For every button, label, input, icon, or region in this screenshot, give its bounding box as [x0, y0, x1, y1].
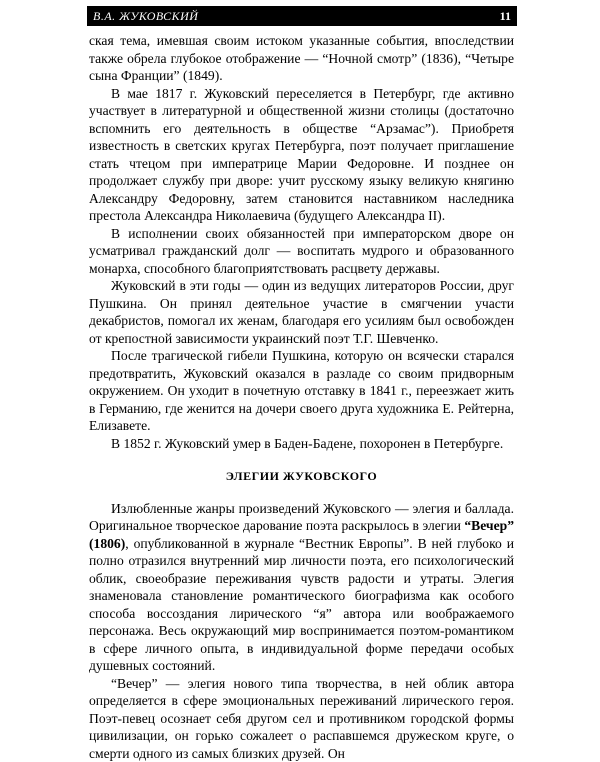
paragraph: В 1852 г. Жуковский умер в Баден-Бадене, похоронен в Петербурге.	[89, 435, 514, 453]
paragraph-text: Излюбленные жанры произведений Жуковского — элегия и баллада. Оригинальное творческое дарование поэта раскрылось в элегии	[89, 501, 514, 534]
running-header	[87, 6, 517, 26]
section-heading: ЭЛЕГИИ ЖУКОВСКОГО	[89, 468, 514, 486]
paragraph: В исполнении своих обязанностей при императорском дворе он усматривал гражданский долг — воспитать мудрого и образованного монарха, способного благоприятствовать расцвету державы.	[89, 225, 514, 278]
paragraph-text: , опубликованной в журнале “Вестник Европы”. В ней глубоко и полно отразился внутренний мир личности поэта, его психологический облик, своеобразие переживания чувств радости и утраты. Элегия знаменовала становление романтического биографизма как особого способа воссоздания лирического “я” автора или воображаемого персонажа. Весь окружающий мир воспринимается поэтом-романтиком в сфере личного опыта, в индивидуальной форме передачи особых душевных состояний.	[89, 536, 514, 674]
running-title: В.А. ЖУКОВСКИЙ	[93, 9, 198, 24]
paragraph: В мае 1817 г. Жуковский переселяется в Петербург, где активно участвует в литературной и общественной жизни столицы (достаточно вспомнить его деятельность в обществе “Арзамас”). Приобретя известность в светских кругах Петербурга, поэт получает приглашение стать чтецом при императрице Марии Федоровне. И позднее он продолжает службу при дворе: учит русскому языку великую княгиню Александру Федоровну, затем становится наставником наследника престола Александра Николаевича (будущего Александра II).	[89, 85, 514, 225]
page-number: 11	[500, 9, 511, 24]
paragraph	[89, 500, 514, 675]
paragraph: Жуковский в эти годы — один из ведущих литераторов России, друг Пушкина. Он принял деятельное участие в смягчении участи декабристов, помогал их женам, благодаря его усилиям был освобожден от крепостной зависимости украинский поэт Т.Г. Шевченко.	[89, 277, 514, 347]
work-title: “Вечер” (1806)	[89, 518, 514, 551]
paragraph: ская тема, имевшая своим истоком указанные события, впоследствии также обрела глубокое отображение — “Ночной смотр” (1836), “Четыре сына Франции” (1849).	[89, 32, 514, 85]
paragraph: “Вечер” — элегия нового типа творчества, в ней облик автора определяется в сфере эмоциональных переживаний лирического героя. Поэт-певец осознает себя другом сел и противником городской формы цивилизации, он горько сожалеет о распавшемся дружеском круге, о смерти одного из самых близких друзей. Он	[89, 675, 514, 762]
paragraph: После трагической гибели Пушкина, которую он всячески старался предотвратить, Жуковский оказался в разладе со своим придворным окружением. Он уходит в почетную отставку в 1841 г., переезжает жить в Германию, где женится на дочери своего друга художника Е. Рейтерна, Елизавете.	[89, 347, 514, 435]
page-body	[89, 32, 514, 762]
